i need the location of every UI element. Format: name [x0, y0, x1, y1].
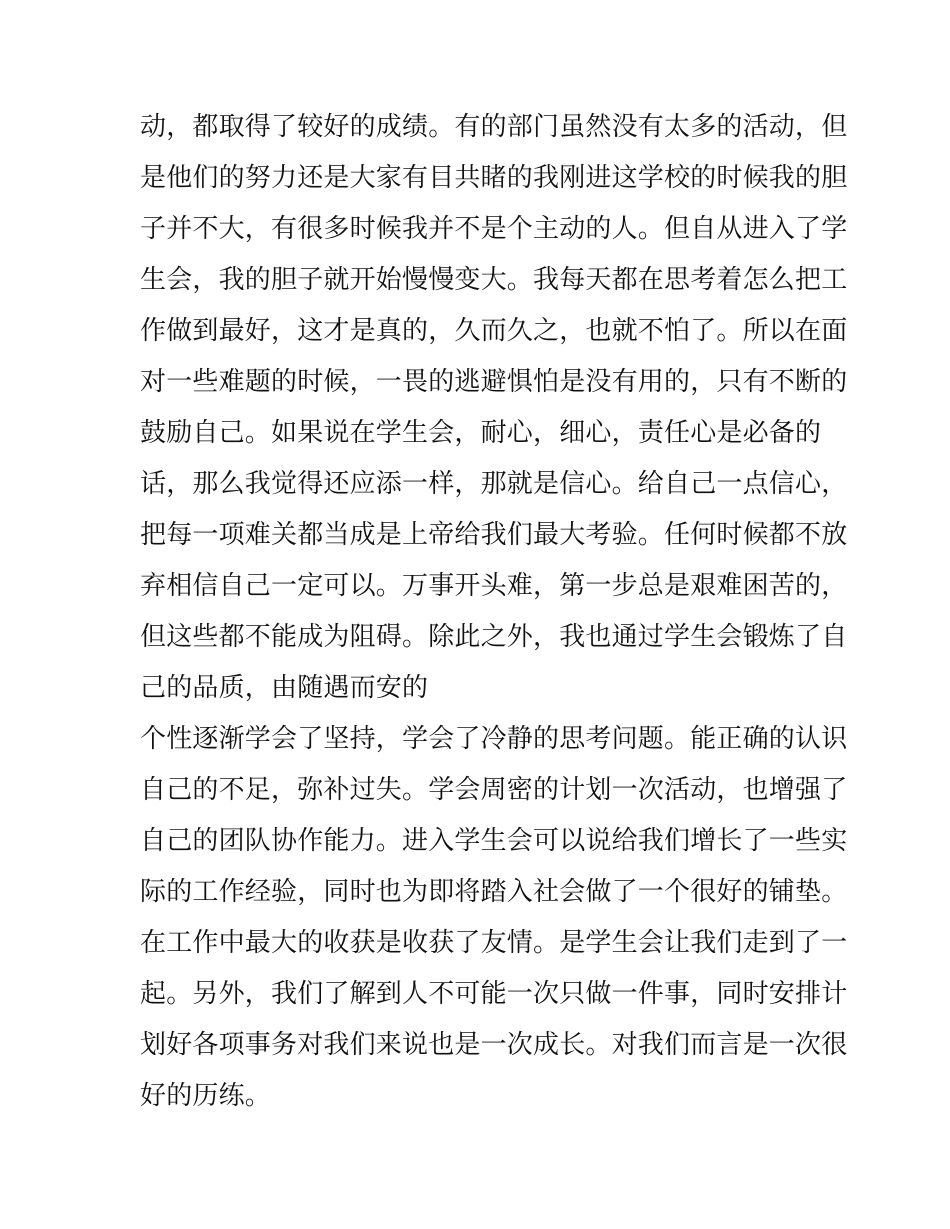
text-line: 是他们的努力还是大家有目共睹的我刚进这学校的时候我的胆 [140, 163, 848, 193]
body-text [140, 102, 848, 1122]
text-line: 自己的团队协作能力。进入学生会可以说给我们增长了一些实 [140, 826, 848, 856]
text-line: 鼓励自己。如果说在学生会，耐心，细心，责任心是必备的 [140, 418, 822, 448]
text-line: 际的工作经验，同时也为即将踏入社会做了一个很好的铺垫。 [140, 877, 848, 907]
text-line: 己的品质，由随遇而安的 [140, 673, 429, 703]
text-line: 弃相信自己一定可以。万事开头难，第一步总是艰难困苦的， [140, 571, 848, 601]
text-line: 作做到最好，这才是真的，久而久之，也就不怕了。所以在面 [140, 316, 848, 346]
text-line: 对一些难题的时候，一畏的逃避惧怕是没有用的，只有不断的 [140, 367, 848, 397]
text-line: 在工作中最大的收获是收获了友情。是学生会让我们走到了一 [140, 928, 848, 958]
text-line: 自己的不足，弥补过失。学会周密的计划一次活动，也增强了 [140, 775, 848, 805]
text-line: 生会，我的胆子就开始慢慢变大。我每天都在思考着怎么把工 [140, 265, 848, 295]
text-line: 把每一项难关都当成是上帝给我们最大考验。任何时候都不放 [140, 520, 848, 550]
text-line: 但这些都不能成为阻碍。除此之外，我也通过学生会锻炼了自 [140, 622, 848, 652]
text-line: 话，那么我觉得还应添一样，那就是信心。给自己一点信心， [140, 469, 848, 499]
text-line: 个性逐渐学会了坚持，学会了冷静的思考问题。能正确的认识 [140, 724, 848, 754]
text-line: 好的历练。 [140, 1081, 272, 1111]
text-line: 动，都取得了较好的成绩。有的部门虽然没有太多的活动，但 [140, 112, 848, 142]
text-line: 起。另外，我们了解到人不可能一次只做一件事，同时安排计 [140, 979, 848, 1009]
text-line: 子并不大，有很多时候我并不是个主动的人。但自从进入了学 [140, 214, 848, 244]
text-line: 划好各项事务对我们来说也是一次成长。对我们而言是一次很 [140, 1030, 848, 1060]
